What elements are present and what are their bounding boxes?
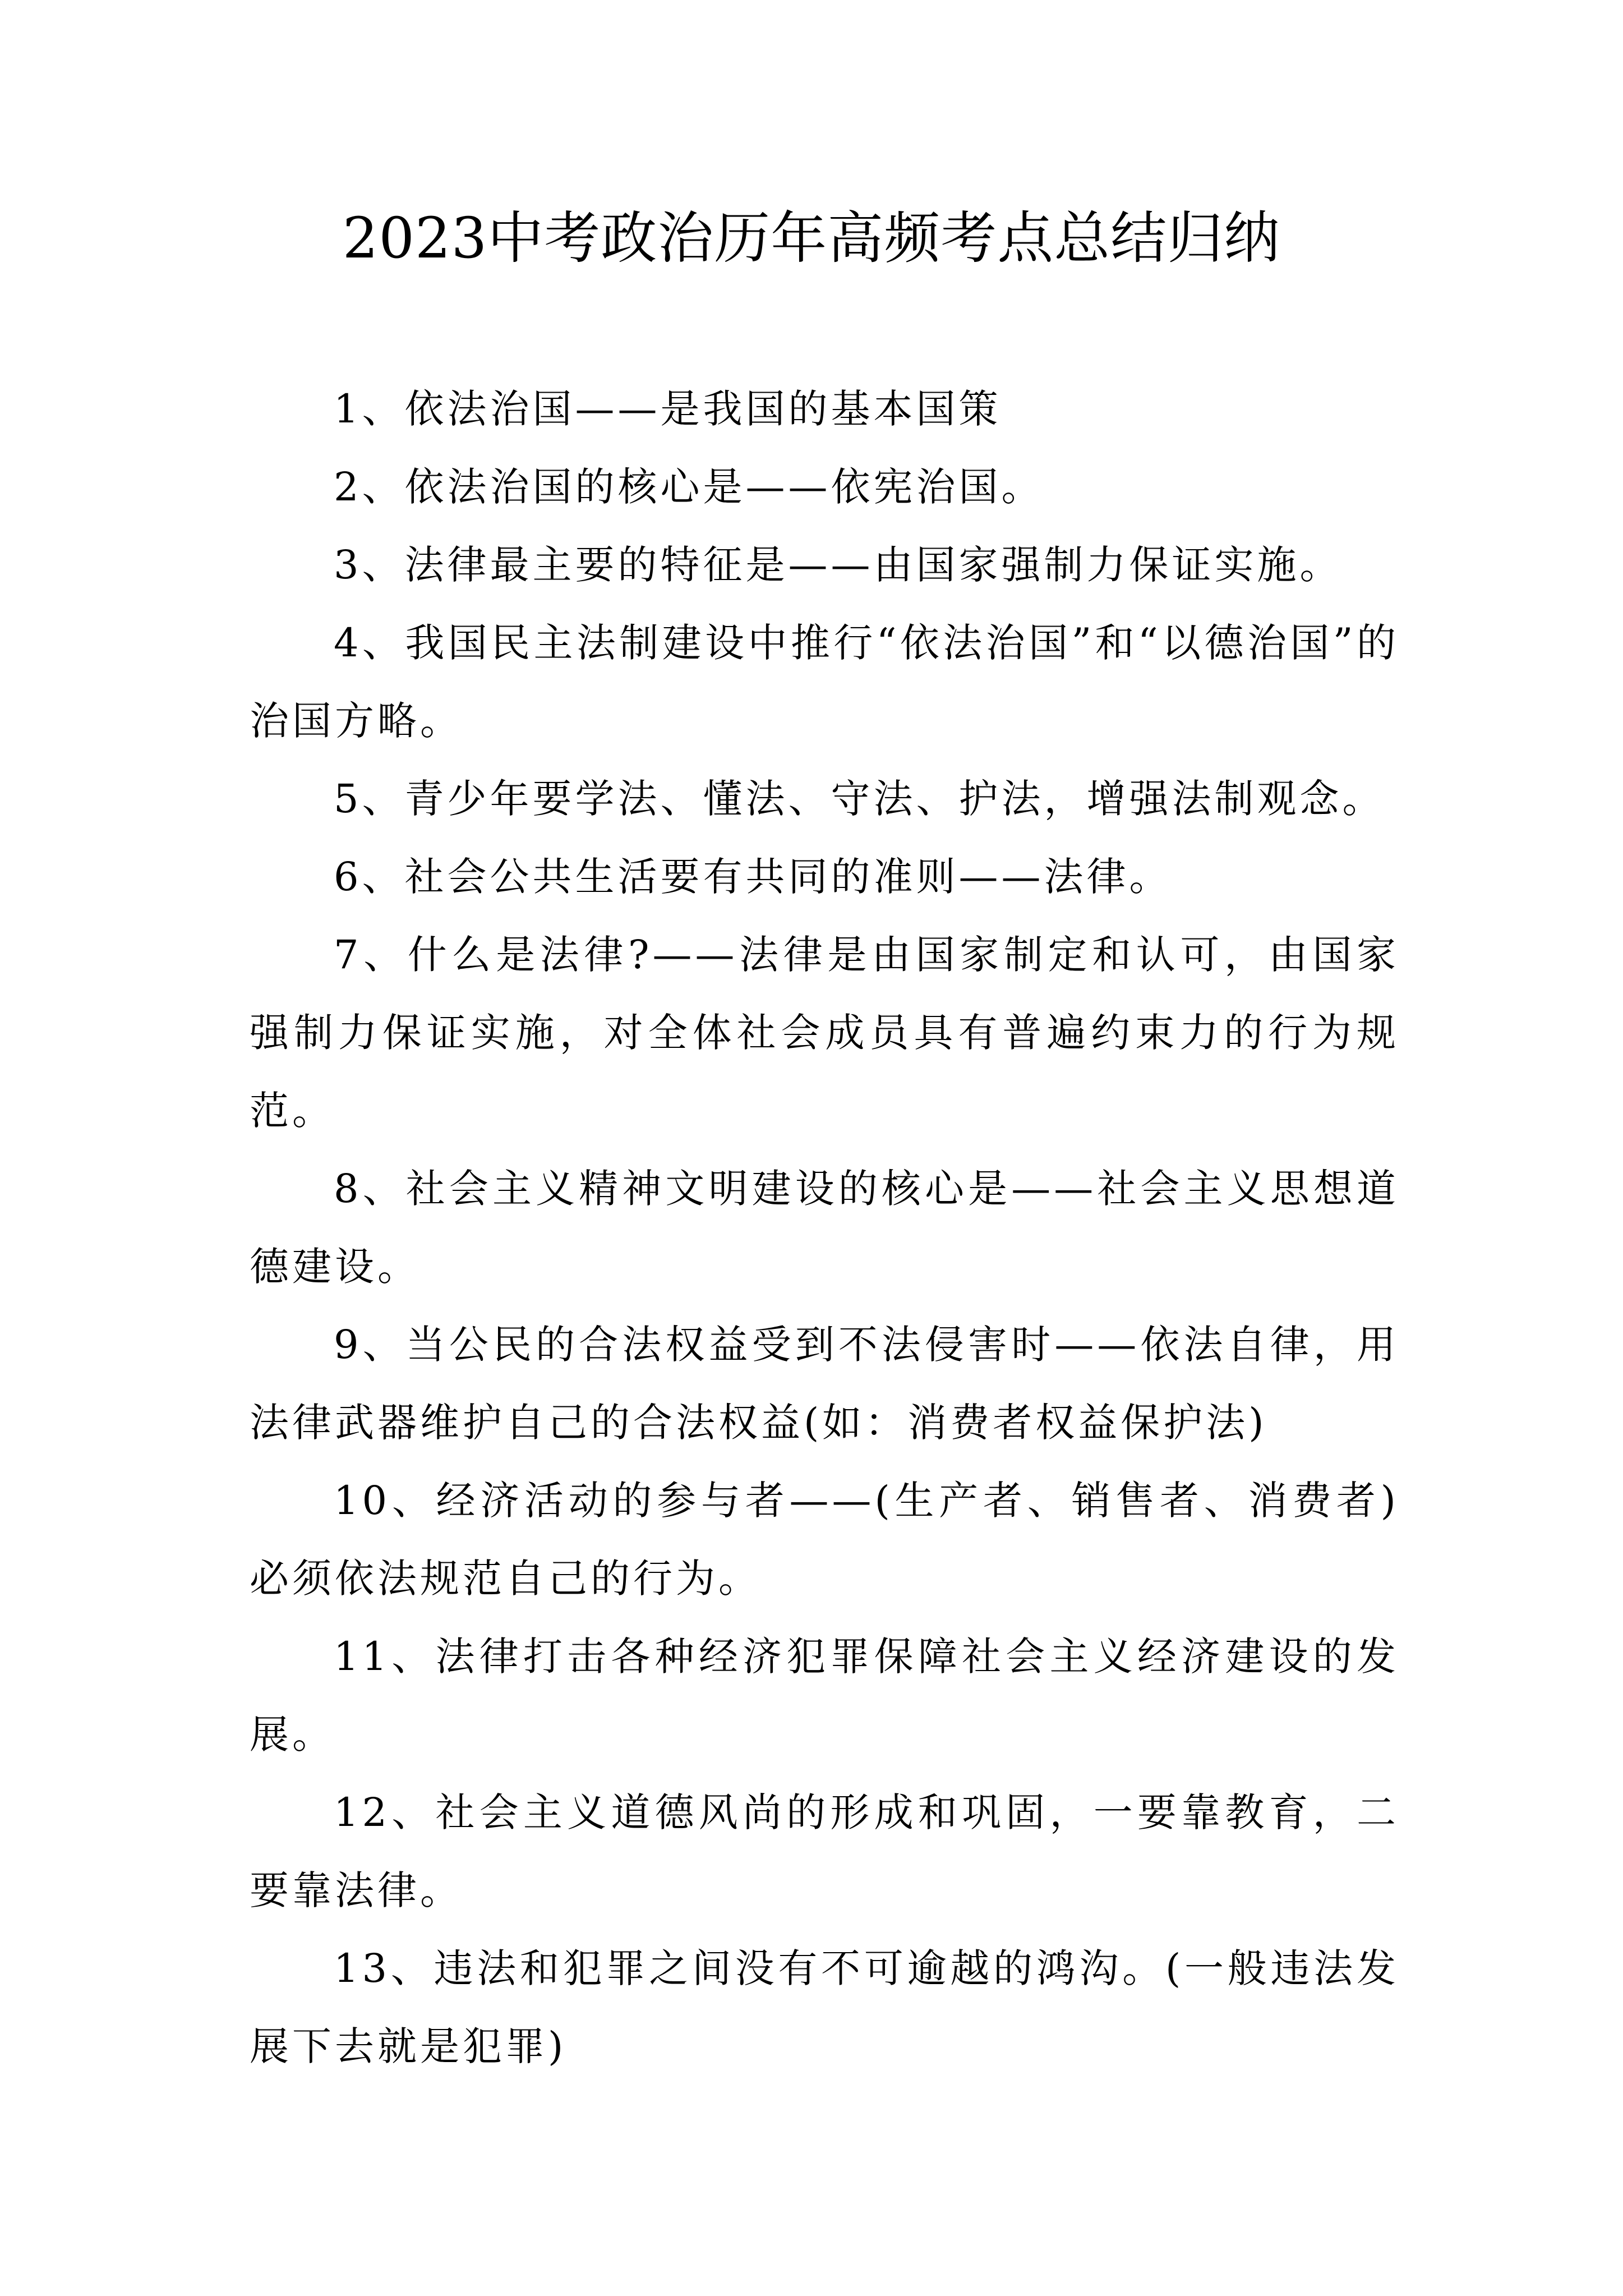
paragraph-9: 9、当公民的合法权益受到不法侵害时——依法自律，用法律武器维护自己的合法权益(如：消费者权益保护法) [250, 1322, 1399, 1446]
document-body [250, 370, 1399, 2086]
paragraph-11: 11、法律打击各种经济犯罪保障社会主义经济建设的发展。 [250, 1634, 1399, 1757]
paragraph-6: 6、社会公共生活要有共同的准则——法律。 [334, 854, 1172, 900]
paragraph-4: 4、我国民主法制建设中推行“依法治国”和“以德治国”的治国方略。 [250, 620, 1399, 744]
paragraph-5: 5、青少年要学法、懂法、守法、护法，增强法制观念。 [334, 776, 1385, 822]
paragraph-12: 12、社会主义道德风尚的形成和巩固，一要靠教育，二要靠法律。 [250, 1789, 1399, 1913]
paragraph-3: 3、法律最主要的特征是——由国家强制力保证实施。 [334, 542, 1343, 588]
paragraph-8: 8、社会主义精神文明建设的核心是——社会主义思想道德建设。 [250, 1166, 1399, 1290]
document-title: 2023中考政治历年高频考点总结归纳 [342, 205, 1281, 271]
paragraph-7: 7、什么是法律?——法律是由国家制定和认可，由国家强制力保证实施，对全体社会成员具有普遍约束力的行为规范。 [250, 932, 1399, 1134]
paragraph-1: 1、依法治国——是我国的基本国策 [334, 386, 1002, 432]
paragraph-2: 2、依法治国的核心是——依宪治国。 [334, 464, 1044, 510]
paragraph-10: 10、经济活动的参与者——(生产者、销售者、消费者)必须依法规范自己的行为。 [250, 1478, 1399, 1602]
paragraph-13: 13、违法和犯罪之间没有不可逾越的鸿沟。(一般违法发展下去就是犯罪) [250, 1945, 1399, 2069]
